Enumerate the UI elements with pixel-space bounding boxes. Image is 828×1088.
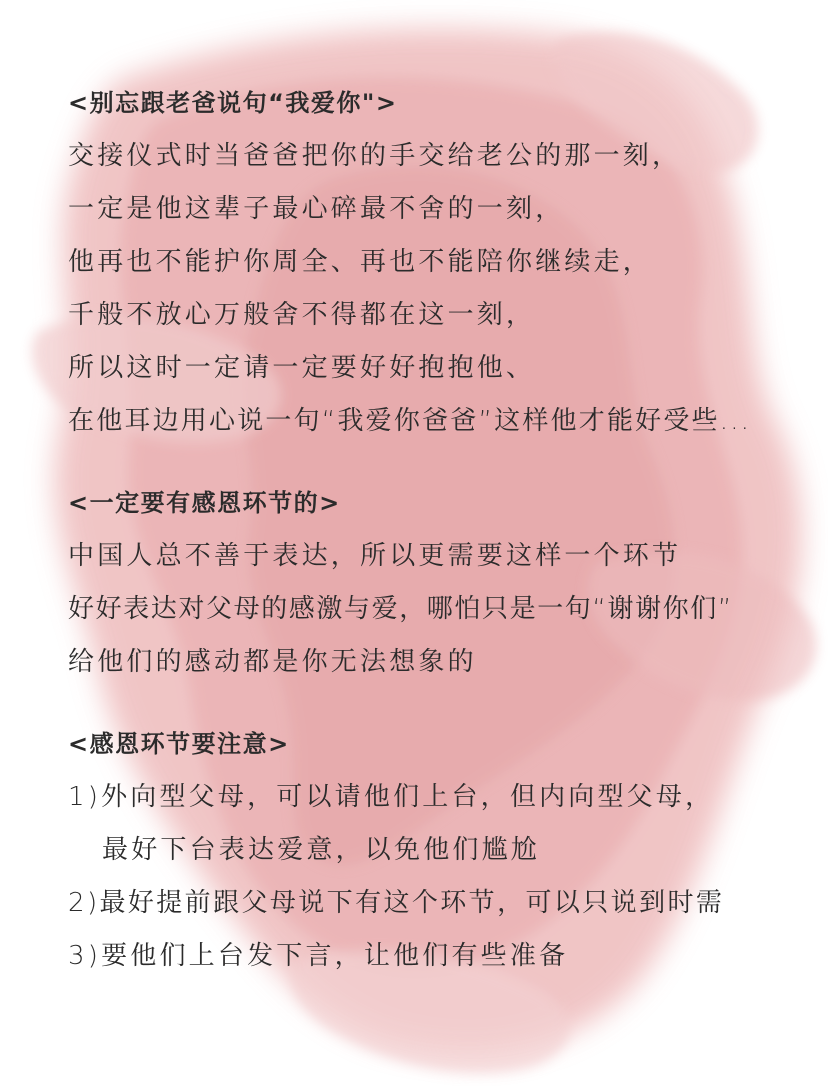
section-2-line-1: 中国人总不善于表达，所以更需要这样一个环节 xyxy=(68,541,682,571)
section-1-heading: <别忘跟老爸说句“我爱你"> xyxy=(68,89,398,117)
section-1-line-2: 一定是他这辈子最心碎最不舍的一刻， xyxy=(68,194,565,224)
section-2-line-3: 给他们的感动都是你无法想象的 xyxy=(68,647,477,677)
section-3-line-4: 3)要他们上台发下言，让他们有些准备 xyxy=(68,941,569,971)
section-2-heading: <一定要有感恩环节的> xyxy=(68,489,341,517)
section-1-line-6: 在他耳边用心说一句“我爱你爸爸”这样他才能好受些... xyxy=(68,406,752,436)
section-3-line-2: 最好下台表达爱意，以免他们尴尬 xyxy=(102,835,541,865)
section-1-line-3: 他再也不能护你周全、再也不能陪你继续走， xyxy=(68,247,653,277)
section-3-line-1: 1)外向型父母，可以请他们上台，但内向型父母， xyxy=(68,782,715,812)
section-1-line-5: 所以这时一定请一定要好好抱抱他、 xyxy=(68,353,536,383)
section-3-line-3: 2)最好提前跟父母说下有这个环节，可以只说到时需 xyxy=(68,888,725,918)
section-1-line-4: 千般不放心万般舍不得都在这一刻， xyxy=(68,300,536,330)
section-2-line-2: 好好表达对父母的感激与爱，哪怕只是一句“谢谢你们” xyxy=(68,594,733,624)
section-1-line-1: 交接仪式时当爸爸把你的手交给老公的那一刻， xyxy=(68,141,682,171)
section-3-heading: <感恩环节要注意> xyxy=(68,730,290,758)
